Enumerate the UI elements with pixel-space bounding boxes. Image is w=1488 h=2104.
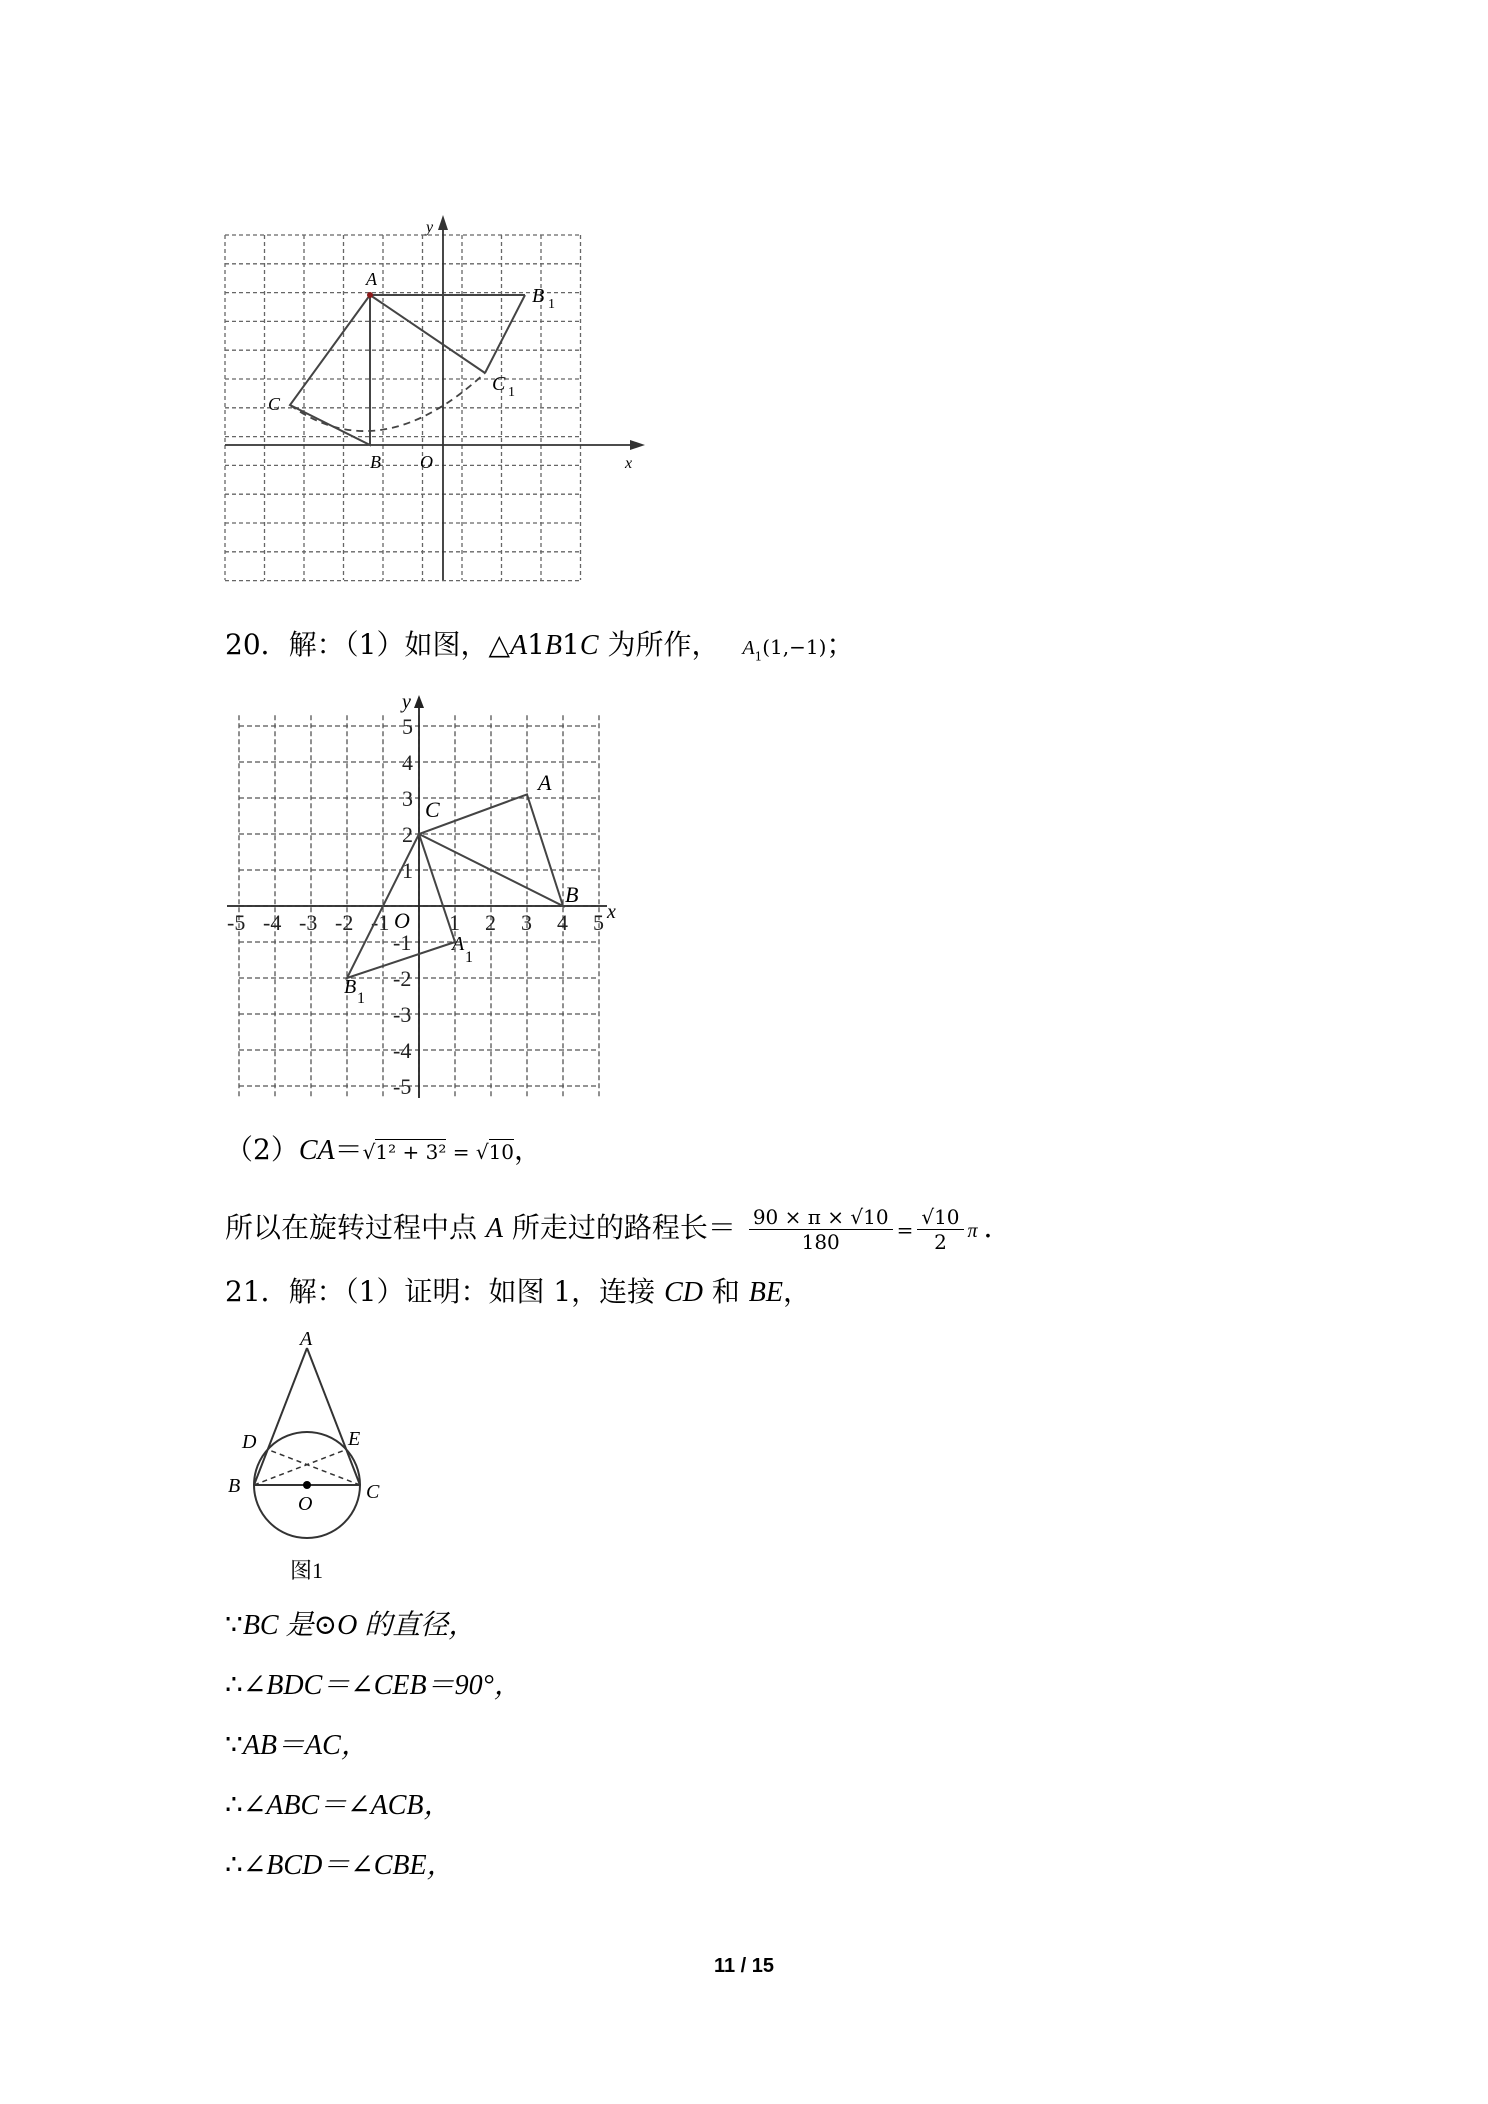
point-label-A: A [366,269,377,289]
part2-eq2: = [446,1140,476,1164]
tri-vertex-A: A [509,630,528,661]
x-tick-label: -2 [335,910,354,935]
fig20-point-A1: A [452,933,465,955]
arc-fraction-2 [917,1205,963,1254]
fig21-caption: 图1 [290,1558,324,1583]
y-tick-label: 4 [402,750,413,775]
part2-radicand-2: 10 [488,1140,515,1164]
arc-fraction-1-denominator: 180 [801,1230,840,1254]
part2-CA: CA [298,1135,335,1166]
fig20-axis-x: x [607,901,616,923]
y-tick-label: 2 [402,822,413,847]
fig21-E: E [348,1428,361,1450]
proof-step [225,1605,476,1646]
point-label-C1-sub: 1 [508,385,515,400]
figure-rotation-19 [220,210,660,590]
part2-end: ， [514,1133,543,1166]
origin-label: O [420,452,433,472]
proof-symbol: ∴ [225,1848,243,1881]
q20-part2 [225,1130,542,1172]
fig21-A: A [300,1330,313,1350]
x-tick-label: 2 [485,910,496,935]
arc-end: ． [983,1211,1012,1244]
proof-symbol: ∴ [225,1668,243,1701]
y-tick-label: 3 [402,786,413,811]
point-label-C: C [268,394,281,414]
proof-step [225,1665,522,1706]
fig21-C: C [366,1481,380,1503]
proof-step [225,1725,369,1766]
sqrt-symbol-2: √ [475,1140,489,1164]
y-tick-label: -5 [393,1074,412,1099]
x-tick-label: -5 [227,910,246,935]
part2-eq: ＝ [334,1133,363,1166]
tri-vertex-C: C [579,630,599,661]
proof-symbol: ∴ [225,1788,243,1821]
x-tick-label: 4 [557,910,568,935]
tri-vertex-B: B [544,630,563,661]
point-label-C1: C [492,373,506,395]
fig20-point-C: C [425,797,440,822]
q21-heading-text: 21．解：（1）证明：如图 1，连接 [225,1275,665,1308]
fig20-point-B: B [565,882,579,907]
proof-text: AB＝AC， [242,1730,369,1761]
fig20-point-A: A [538,770,552,795]
q21-heading-end: ， [783,1275,812,1308]
figure-circle-21 [222,1330,402,1590]
q20-heading [225,625,854,677]
arc-mid: 所走过的路程长＝ [503,1211,736,1244]
proof-symbol: ∵ [225,1728,243,1761]
y-tick-label: 5 [402,714,413,739]
arc-fraction-2-numerator: √10 [917,1205,963,1230]
arc-fraction-1 [749,1205,893,1254]
proof-text: BC 是⊙O 的直径， [242,1610,477,1641]
sqrt-symbol: √ [362,1140,376,1164]
axis-label-x: x [625,455,633,472]
y-tick-label: -1 [393,930,412,955]
tri-index-1a: 1 [527,628,545,661]
x-tick-label: -1 [371,910,390,935]
arc-fraction-2-denominator: 2 [934,1230,947,1254]
proof-symbol: ∵ [225,1608,243,1641]
point-label-B1-sub: 1 [548,297,555,312]
part2-prefix: （2） [225,1133,299,1166]
proof-text: ∠BCD＝∠CBE， [242,1850,455,1881]
q21-and: 和 [702,1275,749,1308]
x-tick-label: 5 [593,910,604,935]
fig20-point-A1-sub: 1 [465,949,473,966]
arc-prefix: 所以在旋转过程中点 [225,1211,486,1244]
fig21-D: D [242,1431,257,1453]
fig21-O: O [298,1493,313,1515]
tri-index-1b: 1 [562,628,580,661]
y-tick-label: 1 [402,858,413,883]
fig21-B: B [228,1475,241,1497]
q20-suffix: 为所作， [598,628,720,661]
y-tick-label: -3 [393,1002,412,1027]
fig20-origin: O [394,908,410,933]
fig20-point-B1-sub: 1 [357,990,365,1007]
proof-step [225,1845,455,1886]
proof-step [225,1785,452,1826]
q21-heading [225,1272,811,1313]
coord-end: ； [826,628,855,661]
point-label-B: B [370,452,381,472]
fig20-axis-y: y [402,691,411,713]
coord-A1-letter: A [742,637,755,659]
q21-BE: BE [748,1277,783,1308]
proof-text: ∠BDC＝∠CEB＝90°， [242,1670,522,1701]
coord-A1-sub: 1 [754,649,763,664]
arc-point-A: A [485,1213,504,1244]
arc-pi: π [967,1220,978,1242]
page-number: 11 / 15 [713,1955,775,1977]
figure-coordinate-20 [222,690,622,1110]
q21-CD: CD [664,1277,703,1308]
x-tick-label: 1 [449,910,460,935]
arc-eq: = [896,1218,914,1242]
y-tick-label: -4 [393,1038,412,1063]
y-tick-label: -2 [393,966,412,991]
x-tick-label: -4 [263,910,282,935]
x-tick-label: -3 [299,910,318,935]
q20-arc-length [225,1198,1012,1261]
proof-text: ∠ABC＝∠ACB， [242,1790,452,1821]
q20-heading-text: 20．解：（1）如图，△ [225,628,510,661]
fig20-point-B1: B [344,976,357,998]
point-label-B1: B [532,285,545,307]
axis-label-y: y [426,219,434,236]
part2-radicand: 1² + 3² [375,1140,447,1164]
x-tick-label: 3 [521,910,532,935]
coord-A1-value: (1,−1) [762,635,827,659]
arc-fraction-1-numerator: 90 × π × √10 [749,1205,893,1230]
